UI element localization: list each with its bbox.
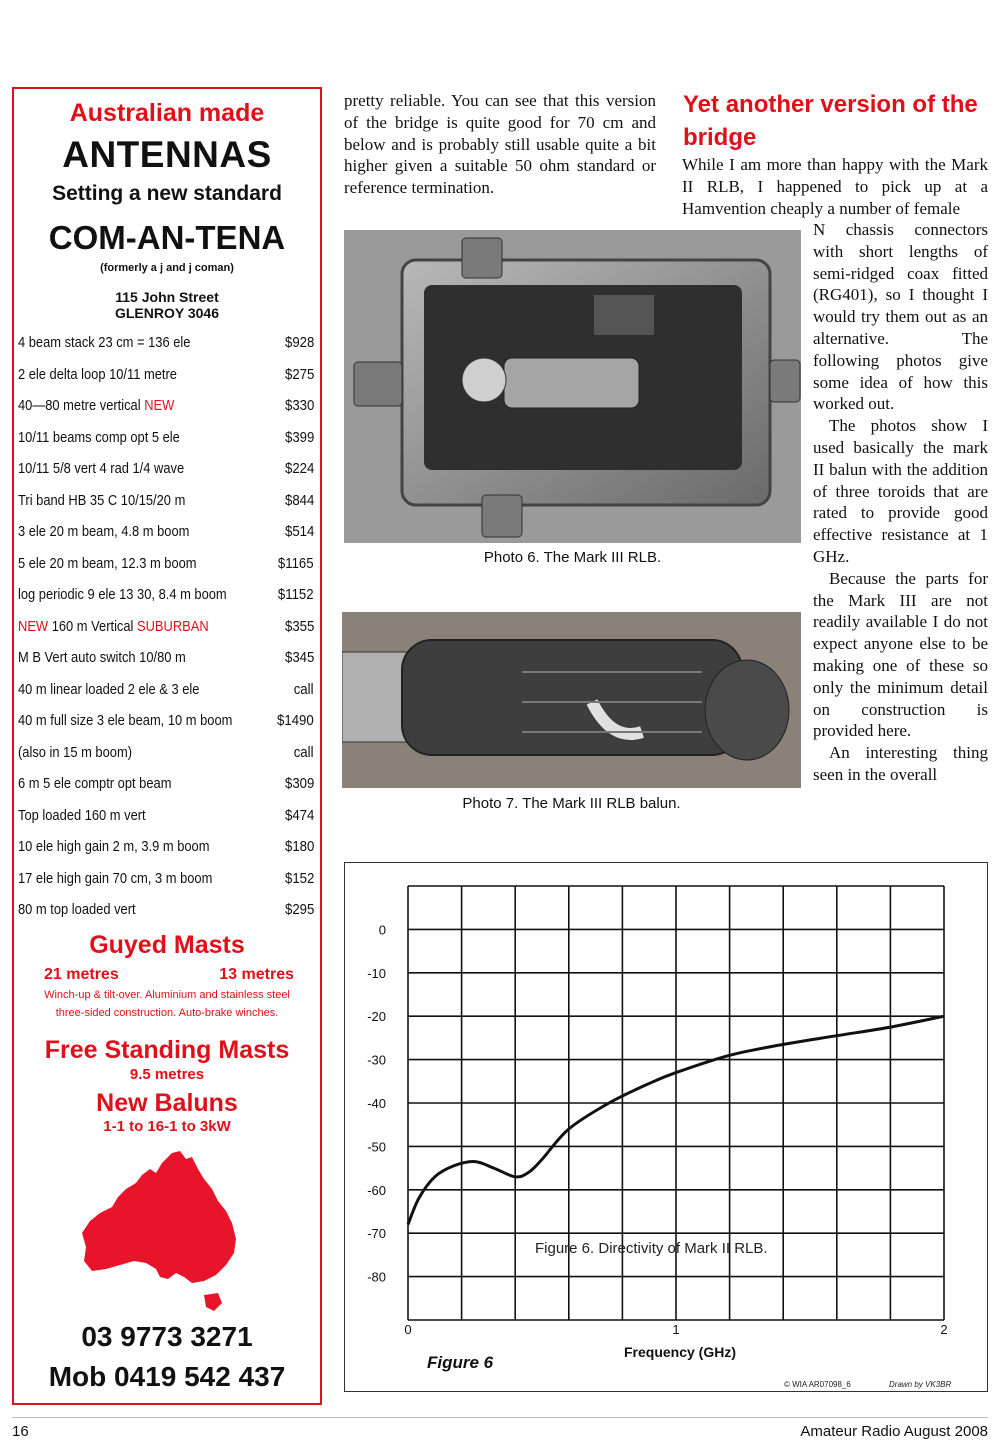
price-value: call	[294, 680, 314, 698]
price-list	[18, 327, 314, 926]
y-tick-label: -20	[367, 1009, 386, 1025]
ad-line2: ANTENNAS	[62, 134, 272, 175]
price-item-text: 17 ele high gain 70 cm, 3 m boom	[18, 869, 213, 887]
price-value: $1490	[277, 712, 314, 730]
price-row	[18, 516, 314, 548]
price-value: $180	[284, 838, 314, 856]
article-col3-paragraph4: An interesting thing seen in the overall	[813, 743, 988, 784]
price-item-text: Top loaded 160 m vert	[18, 806, 146, 824]
price-row	[18, 894, 314, 926]
price-item-text: 10 ele high gain 2 m, 3.9 m boom	[18, 838, 210, 856]
price-row	[18, 800, 314, 832]
price-item-name	[18, 870, 212, 887]
price-item-text: 4 beam stack 23 cm = 136 ele	[18, 334, 191, 352]
ad-line3: Setting a new standard	[52, 182, 282, 205]
ad-formerly: (formerly a j and j coman)	[100, 262, 234, 274]
baluns-title: New Baluns	[96, 1089, 238, 1117]
price-row	[18, 453, 314, 485]
price-item-name	[18, 586, 227, 603]
y-tick-label: 0	[378, 922, 386, 938]
price-item-text: 40 m full size 3 ele beam, 10 m boom	[18, 712, 233, 730]
y-tick-label: -80	[367, 1269, 386, 1285]
price-row	[18, 548, 314, 580]
price-flag: NEW	[144, 397, 175, 415]
price-item-text: log periodic 9 ele 13 30, 8.4 m boom	[18, 586, 227, 604]
price-item-text: 80 m top loaded vert	[18, 901, 136, 919]
x-tick-label: 1	[672, 1322, 680, 1337]
magazine-issue: Amateur Radio August 2008	[800, 1423, 988, 1440]
y-tick-label: -40	[367, 1096, 386, 1111]
price-item-name	[18, 649, 186, 666]
price-value: $345	[284, 649, 314, 667]
price-value: $928	[284, 334, 314, 352]
figure-label: Figure 6	[427, 1353, 494, 1372]
advertisement	[12, 87, 322, 1405]
price-item-text: 160 m Vertical	[51, 617, 134, 635]
credit-left: © WIA AR07098_6	[784, 1380, 851, 1389]
guyed-desc-line1: Winch-up & tilt-over. Aluminium and stainless steel	[44, 989, 290, 1001]
price-item-text: 6 m 5 ele comptr opt beam	[18, 775, 172, 793]
article-col3-side	[813, 219, 988, 786]
price-value: $152	[284, 869, 314, 887]
price-value: $275	[284, 365, 314, 383]
free-standing-title: Free Standing Masts	[44, 1036, 290, 1064]
price-item-text: M B Vert auto switch 10/80 m	[18, 649, 186, 667]
photo-7-caption: Photo 7. The Mark III RLB balun.	[462, 795, 681, 812]
y-tick-label: -10	[367, 965, 386, 981]
price-row	[18, 359, 314, 391]
price-value: $224	[284, 460, 314, 478]
price-item-text: 5 ele 20 m beam, 12.3 m boom	[18, 554, 197, 572]
price-row	[18, 485, 314, 517]
y-tick-label: -50	[367, 1139, 386, 1155]
guyed-size-a: 21 metres	[44, 966, 119, 983]
price-row	[18, 737, 314, 769]
price-value: $844	[284, 491, 314, 509]
price-item-text: Tri band HB 35 C 10/15/20 m	[18, 491, 186, 509]
price-item-text: 2 ele delta loop 10/11 metre	[18, 365, 177, 383]
article-col3-paragraph3: Because the parts for the Mark III are not readily available I do not expect anyone else to be making one of these so only the minimum detail on construction is provided here.	[813, 568, 988, 741]
x-axis-ticks	[404, 1322, 947, 1337]
price-row	[18, 863, 314, 895]
price-item-name	[18, 555, 197, 572]
price-row	[18, 579, 314, 611]
price-item-name	[18, 397, 174, 414]
figure-6-caption: Figure 6. Directivity of Mark II RLB.	[535, 1240, 768, 1257]
article-col3-paragraph1-top: While I am more than happy with the Mark II RLB, I happened to pick up at a Hamvention cheaply a number of female	[682, 155, 988, 218]
price-value: $355	[284, 617, 314, 635]
x-tick-label: 0	[404, 1322, 412, 1337]
price-item-name	[18, 807, 146, 824]
section-heading: Yet another version of the bridge	[683, 91, 978, 151]
guyed-masts-desc	[14, 986, 320, 1022]
price-item-text: 3 ele 20 m beam, 4.8 m boom	[18, 523, 190, 541]
figure-6-chart	[344, 862, 988, 1392]
price-item-text: 10/11 5/8 vert 4 rad 1/4 wave	[18, 460, 185, 478]
price-value: $474	[284, 806, 314, 824]
australia-map-icon	[76, 1149, 276, 1319]
price-item-name	[18, 492, 185, 509]
y-tick-label: -70	[367, 1226, 386, 1242]
price-item-name	[18, 523, 189, 540]
guyed-size-b: 13 metres	[219, 966, 294, 983]
ad-mobile: Mob 0419 542 437	[48, 1361, 286, 1392]
page-number: 16	[12, 1423, 29, 1440]
photo-7-mark-iii-rlb-balun	[342, 612, 801, 788]
price-item-text: 40—80 metre vertical	[18, 397, 141, 415]
ad-address-line2: GLENROY 3046	[114, 305, 219, 321]
price-value: $295	[284, 901, 314, 919]
price-item-name	[18, 618, 209, 635]
guyed-masts-title: Guyed Masts	[89, 931, 245, 959]
price-value: $399	[284, 428, 314, 446]
credit-right: Drawn by VK3BR	[889, 1380, 952, 1389]
guyed-masts-sizes	[44, 966, 294, 984]
footer-rule	[12, 1417, 988, 1418]
price-flag: SUBURBAN	[137, 617, 209, 635]
price-item-name	[18, 429, 180, 446]
article-col3-paragraph1-side: N chassis connectors with short lengths of semi-ridged coax fitted (RG401), so I thought I would try them out as an alternative. The following photos give some idea of how this worked out.	[813, 220, 988, 414]
price-item-name	[18, 681, 199, 698]
photo-6-caption: Photo 6. The Mark III RLB.	[483, 549, 662, 566]
price-row	[18, 674, 314, 706]
price-row	[18, 422, 314, 454]
x-axis-label: Frequency (GHz)	[623, 1344, 737, 1360]
x-tick-label: 2	[940, 1322, 948, 1337]
price-item-name	[18, 334, 190, 351]
y-axis-ticks	[367, 922, 386, 1284]
baluns-sub: 1-1 to 16-1 to 3kW	[103, 1118, 231, 1135]
ad-line1: Australian made	[69, 99, 265, 127]
price-row	[18, 642, 314, 674]
price-item-name	[18, 775, 171, 792]
price-item-text: 40 m linear loaded 2 ele & 3 ele	[18, 680, 200, 698]
price-item-name	[18, 460, 184, 477]
article-col3-paragraph2: The photos show I used basically the mark II balun with the addition of three toroids that are rated to provide good effective resistance at 1 GHz.	[813, 416, 988, 566]
price-item-name	[18, 838, 209, 855]
price-item-text: (also in 15 m boom)	[18, 743, 133, 761]
photo-6-image	[344, 230, 801, 543]
price-item-name	[18, 366, 177, 383]
price-flag: NEW	[18, 617, 49, 635]
price-value: $330	[284, 397, 314, 415]
price-item-text: 10/11 beams comp opt 5 ele	[18, 428, 180, 446]
photo-7-image	[342, 612, 801, 788]
price-value: $514	[284, 523, 314, 541]
price-row	[18, 768, 314, 800]
ad-phone: 03 9773 3271	[81, 1321, 253, 1352]
price-row	[18, 327, 314, 359]
price-item-name	[18, 901, 136, 918]
price-value: call	[294, 743, 314, 761]
price-item-name	[18, 744, 132, 761]
price-value: $1165	[278, 554, 314, 572]
photo-6-mark-iii-rlb	[344, 230, 801, 543]
price-row	[18, 831, 314, 863]
free-standing-sub: 9.5 metres	[129, 1066, 205, 1083]
y-tick-label: -60	[367, 1182, 386, 1198]
y-tick-label: -30	[367, 1052, 386, 1068]
price-value: $309	[284, 775, 314, 793]
article-col2-paragraph: pretty reliable. You can see that this version of the bridge is quite good for 70 cm and below and is probably still usable quite a bit higher given a suitable 50 ohm standard or reference termination.	[344, 91, 656, 198]
price-row	[18, 390, 314, 422]
price-item-name	[18, 712, 232, 729]
ad-address-line1: 115 John Street	[115, 289, 219, 305]
price-row	[18, 611, 314, 643]
price-row	[18, 705, 314, 737]
ad-address	[14, 289, 320, 321]
guyed-desc-line2: three-sided construction. Auto-brake winches.	[55, 1007, 279, 1019]
price-value: $1152	[278, 586, 314, 604]
ad-brand: COM-AN-TENA	[48, 219, 286, 256]
